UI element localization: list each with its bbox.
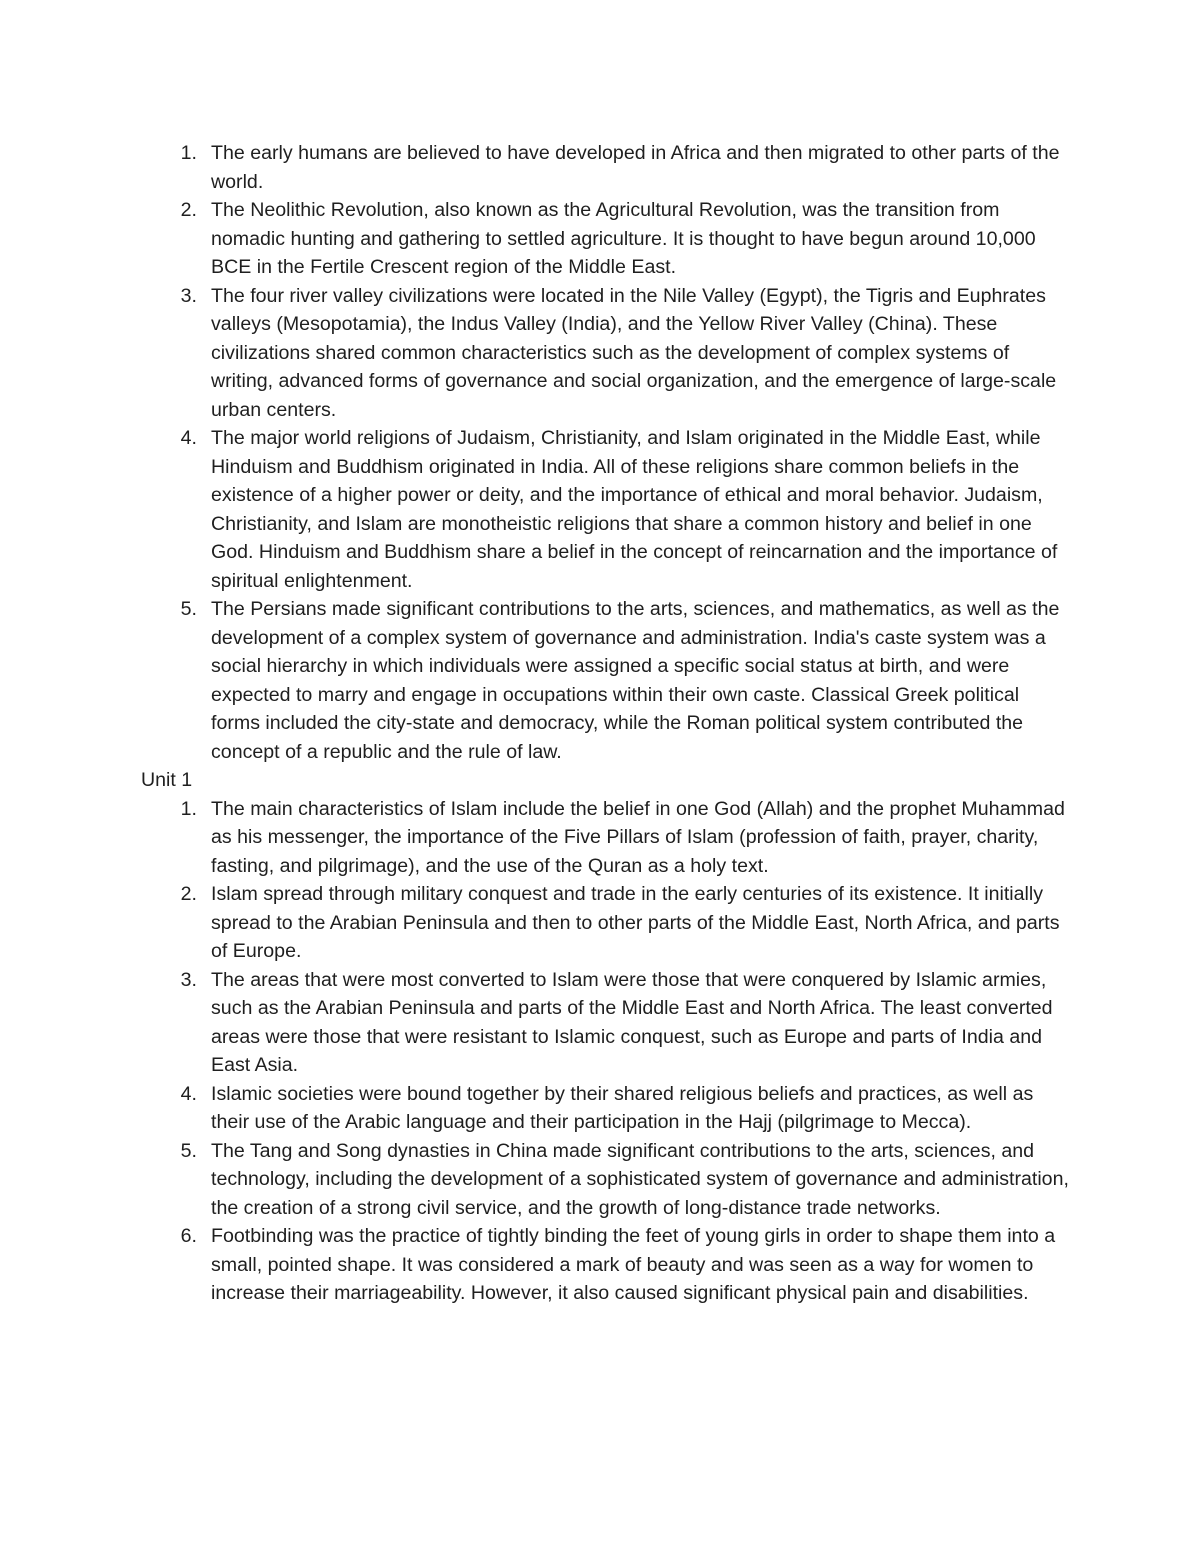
- document-body: [141, 139, 1071, 1308]
- list-item-number: 5.: [180, 1139, 197, 1162]
- list-item-number: 2.: [180, 199, 197, 221]
- list-item-text: The Neolithic Revolution, also known as the Agricultural Revolution, was the transition from nomadic hunting and gathering to settled agriculture. It is thought to have begun around 10,000 BCE in the Fertile Crescent region of the Middle East.: [211, 199, 1036, 278]
- list-item-number: 1.: [180, 797, 197, 820]
- list-item-text: Islam spread through military conquest and trade in the early centuries of its existence. It initially spread to the Arabian Peninsula and then to other parts of the Middle East, North Africa, and parts of Europe.: [211, 883, 1060, 962]
- list-item-text: The major world religions of Judaism, Christianity, and Islam originated in the Middle East, while Hinduism and Buddhism originated in India. All of these religions share common beliefs in the existence of a higher power or deity, and the importance of ethical and moral behavior. Judaism, Christianity, and Islam are monotheistic religions that share a common history and belief in one God. Hinduism and Buddhism share a belief in the concept of reincarnation and the importance of spiritual enlightenment.: [211, 427, 1058, 592]
- list-item: [141, 795, 1071, 881]
- list-item-number: 3.: [180, 968, 197, 991]
- list-item: [141, 966, 1071, 1080]
- list-item: [141, 1137, 1071, 1223]
- list-item-text: The main characteristics of Islam include the belief in one God (Allah) and the prophet Muhammad as his messenger, the importance of the Five Pillars of Islam (profession of faith, prayer, charity, fasting, and pilgrimage), and the use of the Quran as a holy text.: [211, 797, 1065, 877]
- list-item-text: The four river valley civilizations were located in the Nile Valley (Egypt), the Tigris and Euphrates valleys (Mesopotamia), the Indus Valley (India), and the Yellow River Valley (China). These civilizations shared common characteristics such as the development of complex systems of writing, advanced forms of governance and social organization, and the emergence of large-scale urban centers.: [211, 284, 1057, 421]
- list-item: [141, 880, 1071, 966]
- list-item-number: 1.: [180, 142, 197, 164]
- list-item: [141, 139, 1071, 196]
- list-item-number: 3.: [180, 284, 197, 307]
- list-item-text: Footbinding was the practice of tightly binding the feet of young girls in order to shape them into a small, pointed shape. It was considered a mark of beauty and was seen as a way for women to increase their marriageability. However, it also caused significant physical pain and disabilities.: [211, 1225, 1056, 1304]
- list-item: [141, 282, 1071, 425]
- list-item-text: The areas that were most converted to Islam were those that were conquered by Islamic armies, such as the Arabian Peninsula and parts of the Middle East and North Africa. The least converted areas were those that were resistant to Islamic conquest, such as Europe and parts of India and East Asia.: [211, 968, 1053, 1076]
- list-item: [141, 196, 1071, 282]
- list-item-number: 5.: [180, 598, 197, 620]
- list-item: [141, 1080, 1071, 1137]
- list-item-text: Islamic societies were bound together by their shared religious beliefs and practices, as well as their use of the Arabic language and their participation in the Hajj (pilgrimage to Mecca).: [211, 1082, 1034, 1133]
- list-item: [141, 1222, 1071, 1308]
- list-item-text: The early humans are believed to have developed in Africa and then migrated to other parts of the world.: [211, 142, 1060, 193]
- unit-heading: Unit 1: [141, 769, 193, 791]
- list-item-number: 4.: [180, 1082, 197, 1105]
- list-item-number: 6.: [180, 1225, 197, 1247]
- numbered-list-unit-1: [141, 795, 1071, 1308]
- list-item-number: 4.: [180, 427, 197, 449]
- list-item-text: The Tang and Song dynasties in China made significant contributions to the arts, sciences, and technology, including the development of a sophisticated system of governance and administration, the creation of a strong civil service, and the growth of long-distance trade networks.: [211, 1139, 1069, 1219]
- list-item-number: 2.: [180, 883, 197, 905]
- list-item: [141, 595, 1071, 766]
- list-item-text: The Persians made significant contributions to the arts, sciences, and mathematics, as well as the development of a complex system of governance and administration. India's caste system was a social hierarchy in which individuals were assigned a specific social status at birth, and were expected to marry and engage in occupations within their own caste. Classical Greek political forms included the city-state and democracy, while the Roman political system contributed the concept of a republic and the rule of law.: [211, 598, 1060, 763]
- numbered-list-intro: [141, 139, 1071, 766]
- list-item: [141, 424, 1071, 595]
